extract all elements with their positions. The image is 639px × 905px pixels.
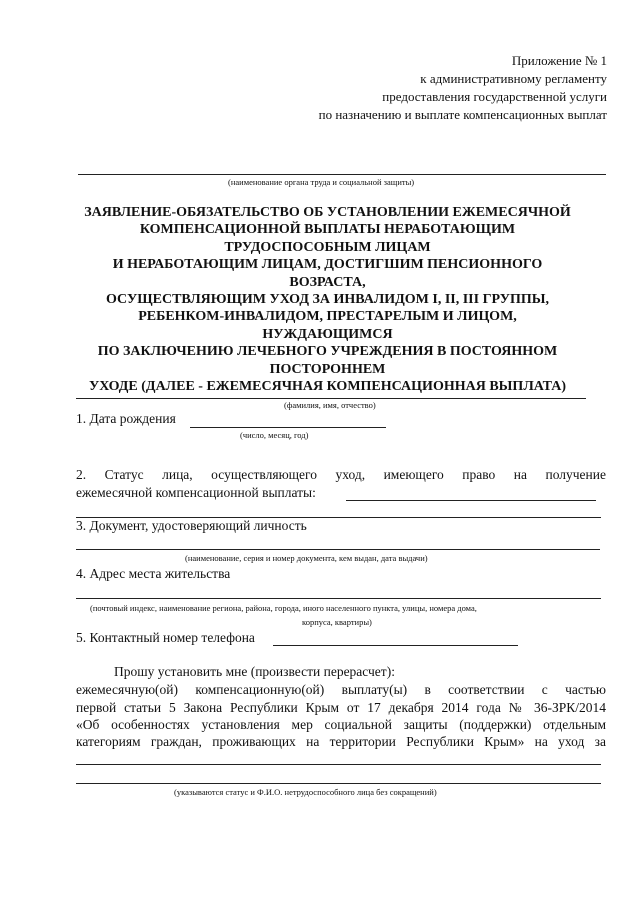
title-line: ВОЗРАСТА, xyxy=(289,274,366,290)
address-line[interactable] xyxy=(76,598,601,599)
status-line[interactable] xyxy=(346,500,596,501)
title-line: ЗАЯВЛЕНИЕ-ОБЯЗАТЕЛЬСТВО ОБ УСТАНОВЛЕНИИ ЕЖЕМЕСЯЧНОЙ xyxy=(84,205,571,220)
request-line-b[interactable] xyxy=(76,783,601,784)
address-caption-line-2: корпуса, квартиры) xyxy=(302,617,372,627)
document-line[interactable] xyxy=(76,549,600,550)
request-line-1: Прошу установить мне (произвести перерасчет): xyxy=(114,664,395,679)
organ-name-caption: (наименование органа труда и социальной защиты) xyxy=(228,177,415,187)
status-text-line-1: 2. Статус лица, осуществляющего уход, имеющего право на получение xyxy=(76,467,606,482)
title-line: НУЖДАЮЩИМСЯ xyxy=(262,326,393,342)
request-caption: (указываются статус и Ф.И.О. нетрудоспособного лица без сокращений) xyxy=(174,787,437,797)
title-line: ПО ЗАКЛЮЧЕНИЮ ЛЕЧЕБНОГО УЧРЕЖДЕНИЯ В ПОСТОЯННОМ xyxy=(97,344,558,360)
title-line: УХОДЕ (ДАЛЕЕ - ЕЖЕМЕСЯЧНАЯ КОМПЕНСАЦИОННАЯ ВЫПЛАТА) xyxy=(88,379,567,395)
organ-name-line[interactable] xyxy=(78,174,606,175)
appendix-line-3: предоставления государственной услуги xyxy=(382,89,607,104)
birth-date-label: 1. Дата рождения xyxy=(76,411,176,426)
request-line-2: ежемесячную(ой) компенсационную(ой) выплату(ы) в соответствии с частью xyxy=(76,682,606,697)
birth-date-caption: (число, месяц, год) xyxy=(240,430,309,440)
fio-caption: (фамилия, имя, отчество) xyxy=(284,400,376,410)
request-line-3: первой статьи 5 Закона Республики Крым от 17 декабря 2014 года № 36-ЗРК/2014 xyxy=(76,700,606,715)
appendix-header xyxy=(319,52,607,124)
document-caption: (наименование, серия и номер документа, кем выдан, дата выдачи) xyxy=(185,553,428,563)
address-label: 4. Адрес места жительства xyxy=(76,566,231,581)
title-line: ОСУЩЕСТВЛЯЮЩИМ УХОД ЗА ИНВАЛИДОМ I, II, III ГРУППЫ, xyxy=(105,292,549,308)
phone-line[interactable] xyxy=(273,645,518,646)
title-line: КОМПЕНСАЦИОННОЙ ВЫПЛАТЫ НЕРАБОТАЮЩИМ xyxy=(139,222,516,238)
appendix-line-2: к административному регламенту xyxy=(420,71,607,86)
address-caption-line-1: (почтовый индекс, наименование региона, района, города, иного населенного пункта, улицы, номера дома, xyxy=(90,603,477,613)
request-line-a[interactable] xyxy=(76,764,601,765)
document-label: 3. Документ, удостоверяющий личность xyxy=(76,518,307,533)
request-line-4: «Об особенностях установления мер социальной защиты (поддержки) отдельным xyxy=(76,717,606,732)
appendix-line-4: по назначению и выплате компенсационных выплат xyxy=(318,107,607,122)
phone-label: 5. Контактный номер телефона xyxy=(76,630,255,645)
birth-date-line[interactable] xyxy=(190,427,386,428)
title-line: И НЕРАБОТАЮЩИМ ЛИЦАМ, ДОСТИГШИМ ПЕНСИОННОГО xyxy=(112,257,543,273)
title-line: ТРУДОСПОСОБНЫМ ЛИЦАМ xyxy=(224,239,431,255)
title-line: ПОСТОРОННЕМ xyxy=(269,361,386,377)
document-title xyxy=(40,204,615,395)
fio-line[interactable] xyxy=(76,398,586,399)
title-line: РЕБЕНКОМ-ИНВАЛИДОМ, ПРЕСТАРЕЛЫМ И ЛИЦОМ, xyxy=(138,309,517,325)
status-text-line-2: ежемесячной компенсационной выплаты: xyxy=(76,485,316,500)
request-line-5: категориям граждан, проживающих на территории Республики Крым» на уход за xyxy=(76,734,606,749)
appendix-line-1: Приложение № 1 xyxy=(511,53,607,68)
